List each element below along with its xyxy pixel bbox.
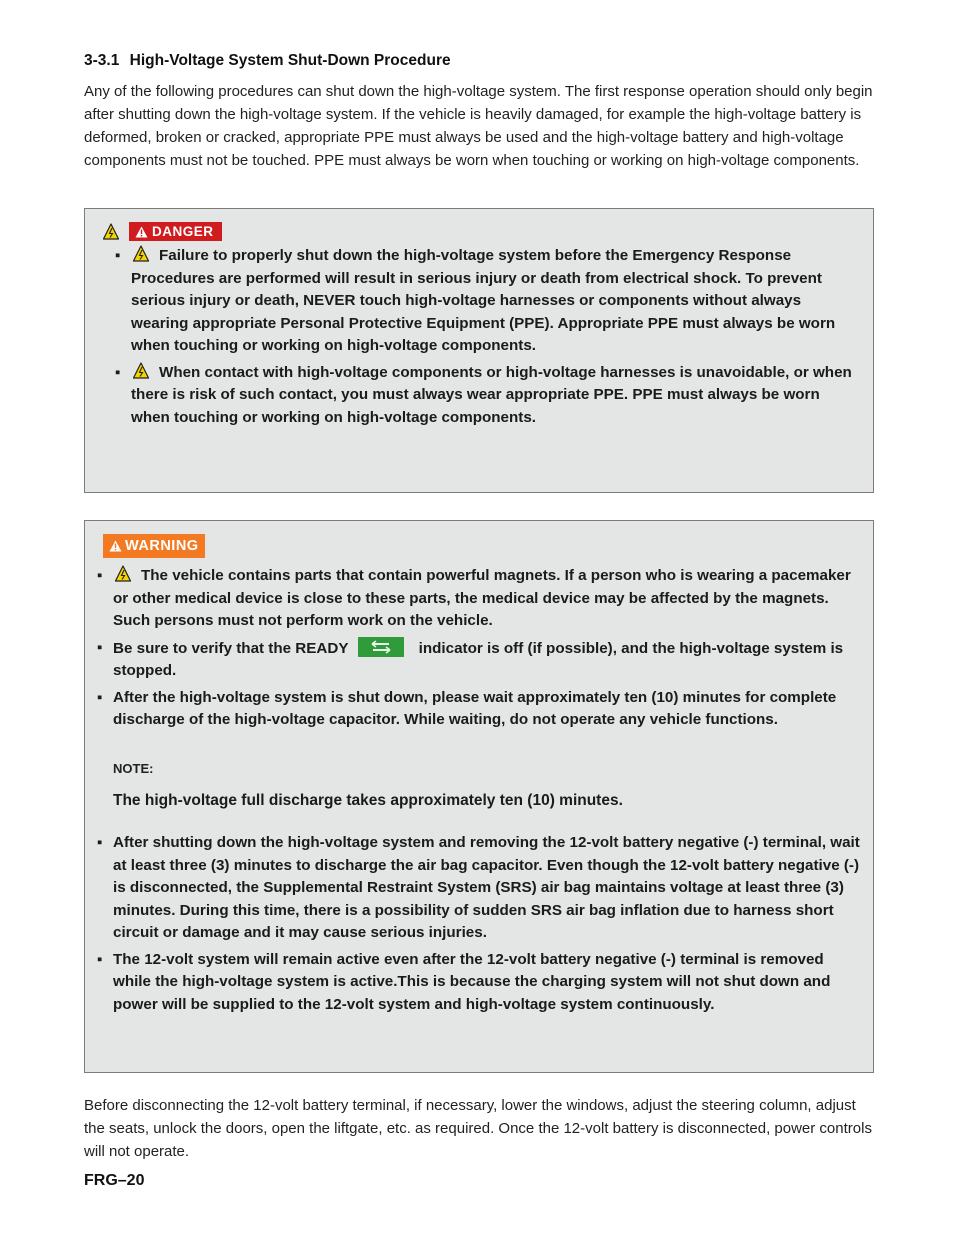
danger-badge — [129, 222, 222, 241]
warning-item-text: After shutting down the high-voltage system and removing the 12-volt battery negative (-) terminal, wait at least three (3) minutes to discharge the air bag capacitor. Even though the 12-volt battery negative (-) is disconnected, the Supplemental Restraint System (SRS) air bag maintains voltage at least three (3) minutes. During this time, there is a possibility of sudden SRS air bag inflation due to harness short circuit or damage and it may cause serious injuries. — [113, 834, 860, 941]
note-text: The high-voltage full discharge takes approximately ten (10) minutes. — [113, 792, 623, 809]
warning-item-text: After the high-voltage system is shut down, please wait approximately ten (10) minutes for complete discharge of the high-voltage capacitor. While waiting, do not operate any vehicle functions. — [113, 688, 837, 728]
bullet: ▪ — [97, 950, 103, 968]
warning-item-text: Be sure to verify that the READY — [113, 639, 349, 657]
warning-list — [95, 565, 860, 736]
document-page — [84, 52, 876, 1189]
list-item — [113, 245, 858, 358]
list-item — [95, 832, 860, 945]
list-item — [95, 949, 860, 1017]
warning-item-text: The vehicle contains parts that contain powerful magnets. If a person who is wearing a pacemaker or other medical device is close to these parts, the medical device may be affected by the magnets. Such persons must not perform work on the vehicle. — [113, 567, 851, 629]
note-label: NOTE: — [113, 761, 154, 776]
high-voltage-warning-icon — [133, 362, 149, 379]
high-voltage-warning-icon — [103, 223, 119, 240]
bullet: ▪ — [97, 567, 103, 584]
note-block — [95, 751, 860, 1020]
warning-header — [103, 534, 205, 558]
alert-triangle-icon — [109, 540, 122, 552]
danger-label: DANGER — [152, 224, 214, 239]
warning-badge — [103, 534, 205, 558]
section-heading — [84, 52, 876, 70]
warning-item-text: indicator is off (if possible), and the high-voltage system is stopped. — [113, 639, 844, 679]
section-number: 3-3.1 — [84, 52, 120, 69]
list-item — [113, 362, 858, 430]
section-title: High-Voltage System Shut-Down Procedure — [129, 52, 451, 69]
warning-item-text: The 12-volt system will remain active even after the 12-volt battery negative (-) terminal is removed while the high-voltage system is active.This is because the charging system will not shut down and power will be supplied to the 12-volt system and high-voltage system continuously. — [113, 950, 831, 1013]
warning-list-continued — [95, 832, 860, 1016]
danger-header — [103, 222, 222, 241]
list-item — [95, 637, 860, 683]
danger-list — [113, 245, 858, 433]
alert-triangle-icon — [135, 226, 148, 238]
danger-item-text: When contact with high-voltage components or high-voltage harnesses is unavoidable, or when there is risk of such contact, you must always wear appropriate PPE. PPE must always be worn when touching or working on high-voltage components. — [131, 363, 852, 426]
high-voltage-warning-icon — [133, 245, 149, 262]
bullet: ▪ — [115, 363, 121, 381]
warning-box — [84, 520, 874, 1073]
outro-paragraph: Before disconnecting the 12-volt battery terminal, if necessary, lower the windows, adjust the steering column, adjust the seats, unlock the doors, open the liftgate, etc. as required. Once the 12-volt battery is disconnected, power controls will not operate. — [84, 1097, 872, 1160]
bullet: ▪ — [97, 688, 103, 706]
intro-paragraph: Any of the following procedures can shut down the high-voltage system. The first response operation should only begin after shutting down the high-voltage system. If the vehicle is heavily damaged, for example the high-voltage battery is deformed, broken or cracked, appropriate PPE must always be used and the high-voltage battery and high-voltage components must not be touched. PPE must always be worn when touching or working on high-voltage components. — [84, 83, 873, 169]
danger-item-text: Failure to properly shut down the high-voltage system before the Emergency Response Procedures are performed will result in serious injury or death from electrical shock. To prevent serious injury or death, NEVER touch high-voltage harnesses or components without always wearing appropriate Personal Protective Equipment (PPE). Appropriate PPE must always be worn when touching or working on high-voltage components. — [131, 247, 836, 354]
list-item — [95, 687, 860, 732]
warning-label: WARNING — [125, 538, 199, 554]
danger-box — [84, 208, 874, 493]
bullet: ▪ — [97, 638, 103, 656]
bullet: ▪ — [97, 834, 103, 851]
high-voltage-warning-icon — [115, 565, 131, 582]
page-number: FRG–20 — [84, 1172, 145, 1189]
bullet: ▪ — [115, 247, 121, 264]
list-item — [95, 565, 860, 633]
ready-indicator-icon — [358, 637, 404, 657]
